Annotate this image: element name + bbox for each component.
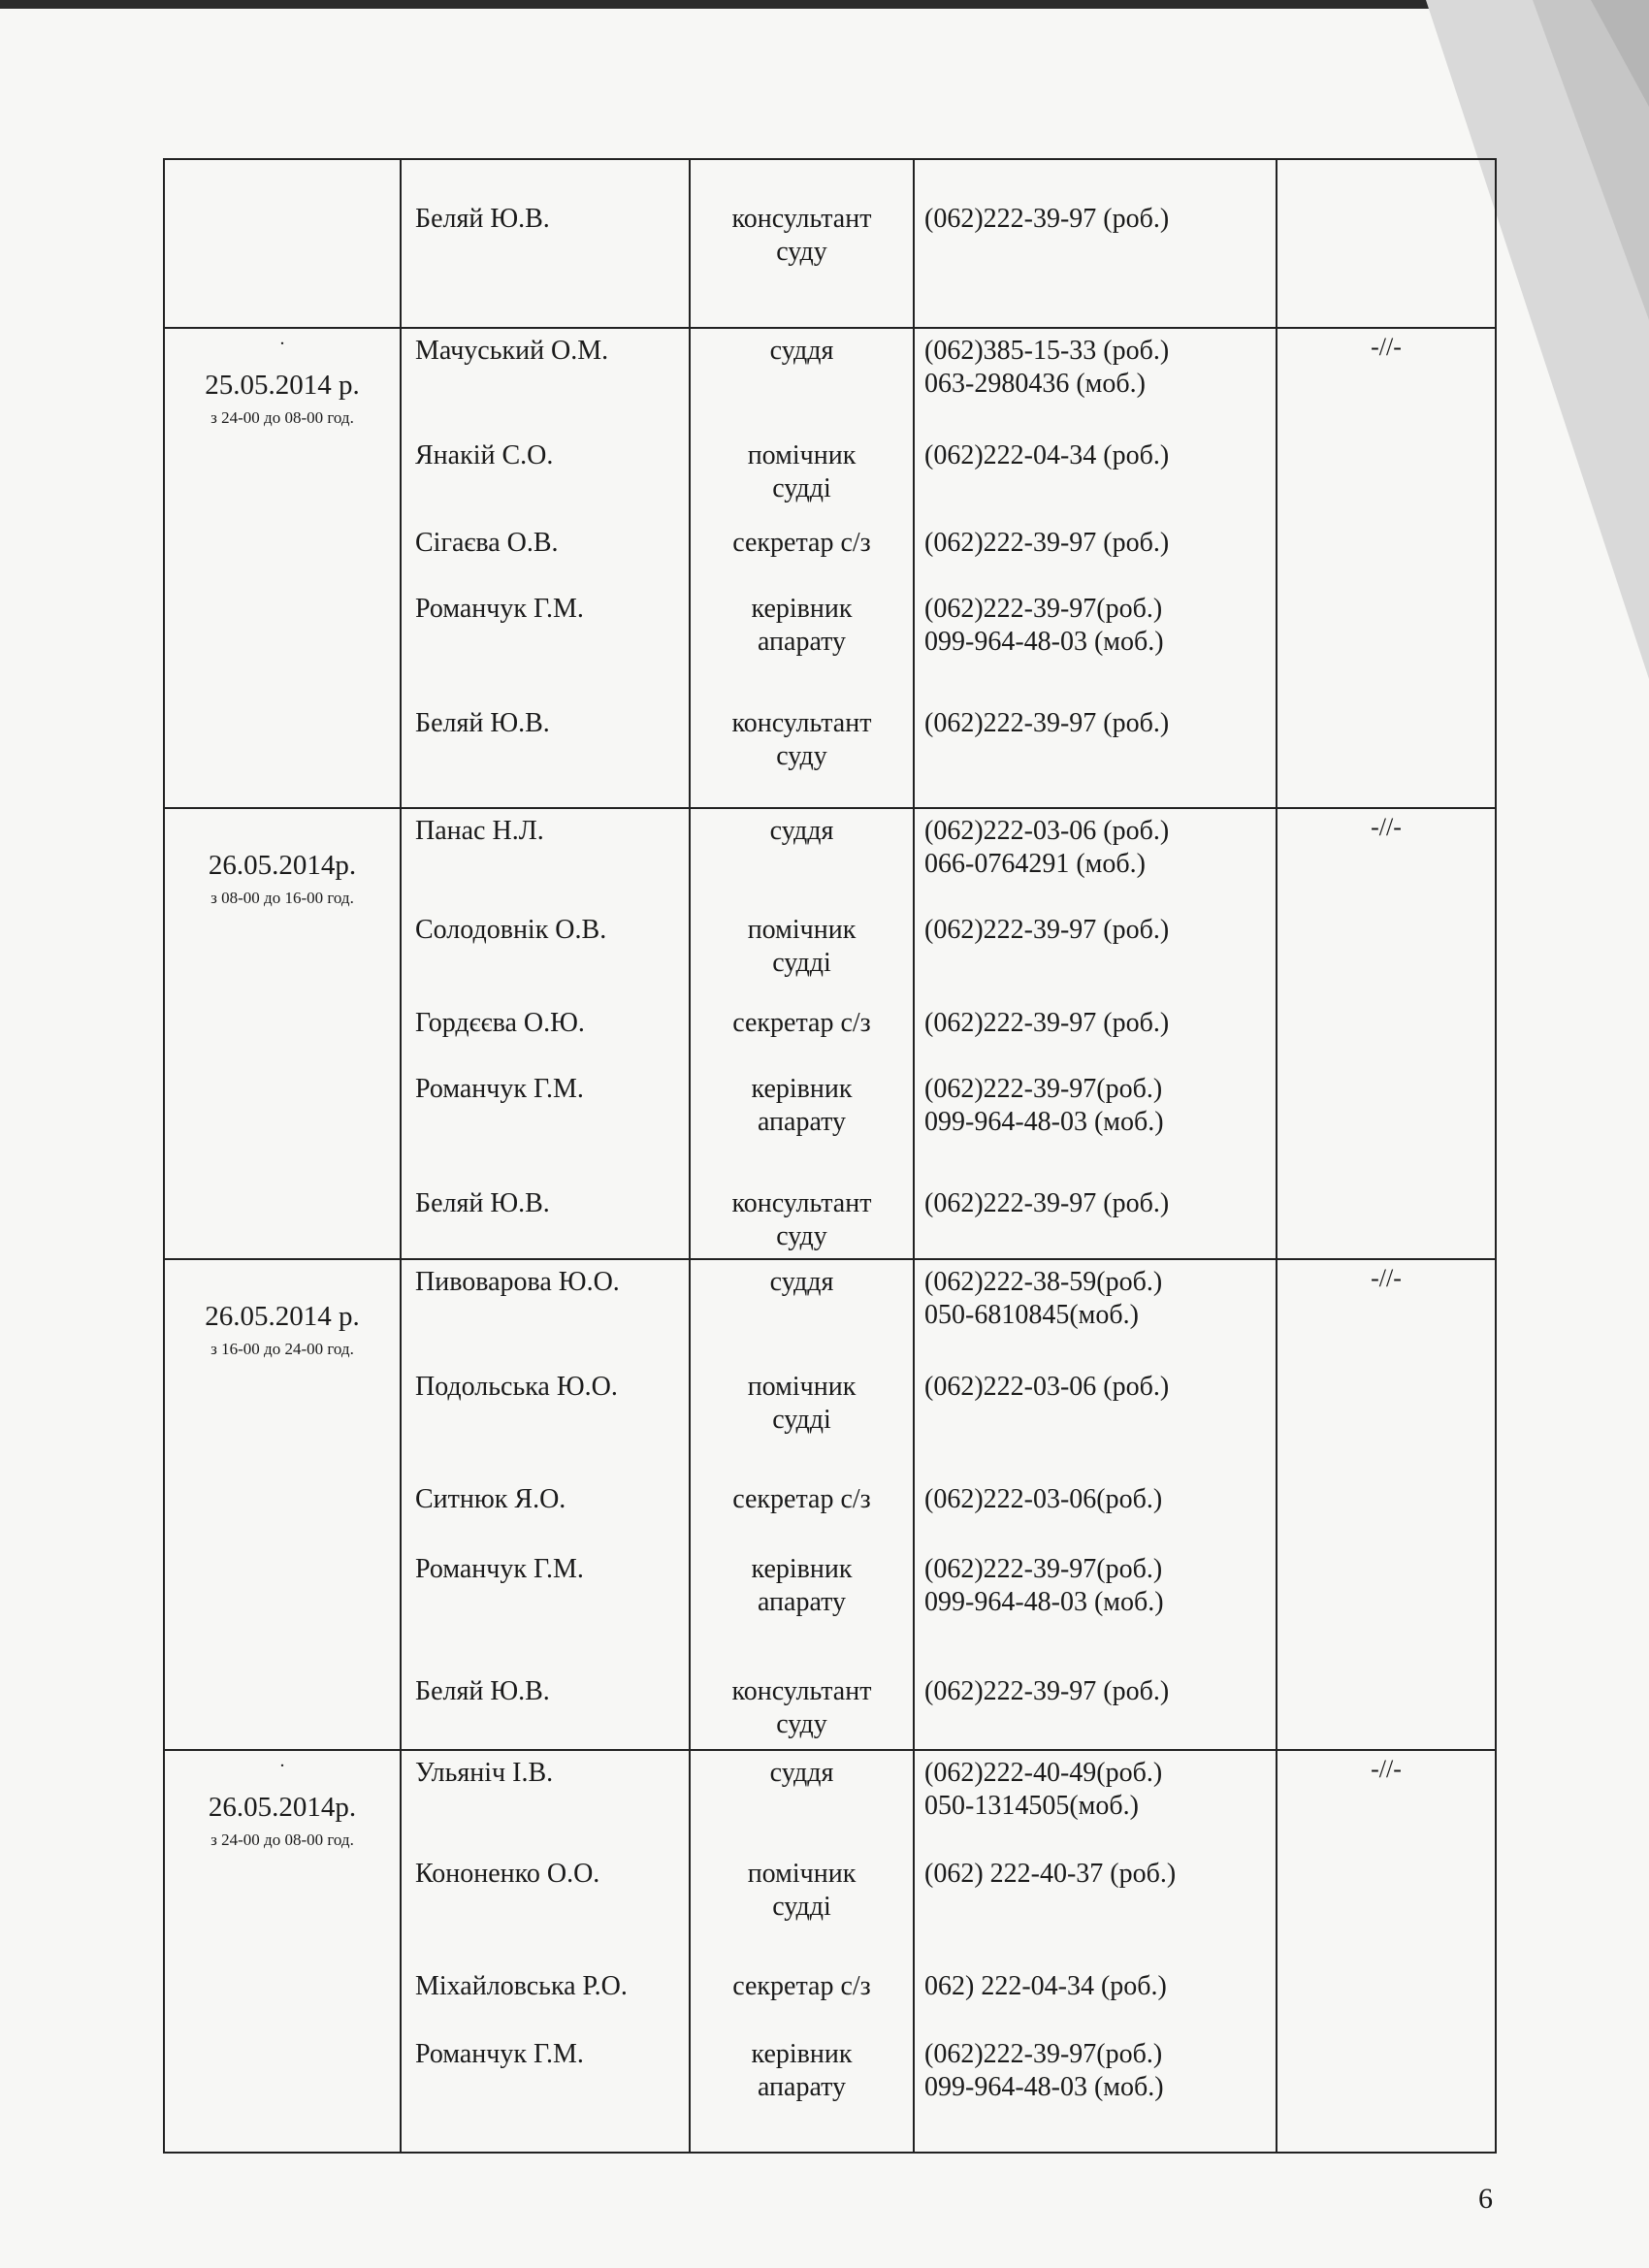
staff-position: суду — [776, 1221, 827, 1251]
staff-position: консультант — [731, 1676, 872, 1706]
schedule-block — [165, 329, 1495, 809]
notes-cell — [1277, 1751, 1495, 2152]
date-cell — [165, 160, 402, 327]
staff-position: апарату — [757, 2072, 847, 2102]
staff-name: Романчук Г.М. — [415, 2039, 584, 2069]
staff-position: судді — [772, 948, 831, 978]
staff-phone: 066-0764291 (моб.) — [924, 849, 1146, 879]
staff-phone: (062)222-39-97(роб.) — [924, 2039, 1163, 2069]
staff-name: Кононенко О.О. — [415, 1859, 600, 1889]
staff-phone: (062)222-39-97 (роб.) — [924, 1008, 1170, 1038]
names-cell — [402, 1260, 691, 1749]
staff-position: суддя — [769, 1267, 834, 1297]
schedule-block — [165, 1260, 1495, 1751]
staff-position: керівник — [751, 1554, 853, 1584]
staff-phone: (062)222-04-34 (роб.) — [924, 440, 1170, 470]
staff-position: апарату — [757, 1107, 847, 1137]
staff-name: Подольська Ю.О. — [415, 1372, 618, 1402]
staff-phone: (062)222-39-97 (роб.) — [924, 915, 1170, 945]
duty-time: з 24-00 до 08-00 год. — [210, 1831, 354, 1849]
staff-name: Романчук Г.М. — [415, 1554, 584, 1584]
schedule-block — [165, 160, 1495, 329]
staff-position: судді — [772, 1405, 831, 1435]
date-mark: . — [279, 328, 285, 349]
staff-name: Романчук Г.М. — [415, 1074, 584, 1104]
staff-name: Панас Н.Л. — [415, 816, 544, 846]
same-note: -//- — [1371, 1264, 1402, 1292]
staff-phone: (062)222-03-06 (роб.) — [924, 1372, 1170, 1402]
staff-name: Пивоварова Ю.О. — [415, 1267, 620, 1297]
staff-phone: 063-2980436 (моб.) — [924, 369, 1146, 399]
staff-phone: (062)222-40-49(роб.) — [924, 1758, 1163, 1788]
staff-position: помічник — [747, 915, 857, 945]
notes-cell — [1277, 809, 1495, 1258]
positions-cell — [691, 160, 915, 327]
staff-phone: (062)222-39-97(роб.) — [924, 594, 1163, 624]
staff-name: Ульяніч І.В. — [415, 1758, 554, 1788]
duty-date: 26.05.2014 р. — [205, 1301, 360, 1332]
duty-date: 26.05.2014р. — [208, 1792, 357, 1823]
staff-name: Ситнюк Я.О. — [415, 1484, 566, 1514]
same-note: -//- — [1371, 333, 1402, 361]
staff-position: апарату — [757, 627, 847, 657]
phones-cell — [915, 1260, 1277, 1749]
positions-cell — [691, 809, 915, 1258]
phones-cell — [915, 329, 1277, 807]
staff-position: суддя — [769, 336, 834, 366]
staff-phone: (062)222-03-06 (роб.) — [924, 816, 1170, 846]
phones-cell — [915, 1751, 1277, 2152]
scan-top-edge — [0, 0, 1649, 9]
staff-name: Мачуський О.М. — [415, 336, 609, 366]
staff-phone: (062)222-39-97 (роб.) — [924, 204, 1170, 234]
staff-name: Беляй Ю.В. — [415, 708, 550, 738]
staff-position: суддя — [769, 816, 834, 846]
duty-schedule-table — [163, 158, 1497, 2154]
staff-name: Янакій С.О. — [415, 440, 554, 470]
staff-position: керівник — [751, 2039, 853, 2069]
staff-phone: (062)222-39-97 (роб.) — [924, 1676, 1170, 1706]
staff-phone: (062)222-39-97(роб.) — [924, 1554, 1163, 1584]
staff-phone: (062)222-39-97(роб.) — [924, 1074, 1163, 1104]
staff-name: Беляй Ю.В. — [415, 204, 550, 234]
positions-cell — [691, 329, 915, 807]
staff-position: судді — [772, 473, 831, 503]
staff-position: керівник — [751, 594, 853, 624]
staff-position: консультант — [731, 204, 872, 234]
staff-position: консультант — [731, 1188, 872, 1218]
date-cell — [165, 809, 402, 1258]
schedule-block — [165, 1751, 1495, 2154]
duty-date: 26.05.2014р. — [208, 850, 357, 881]
staff-name: Гордєєва О.Ю. — [415, 1008, 585, 1038]
staff-phone: 099-964-48-03 (моб.) — [924, 627, 1164, 657]
date-cell — [165, 1260, 402, 1749]
staff-phone: (062)385-15-33 (роб.) — [924, 336, 1170, 366]
date-cell — [165, 1751, 402, 2152]
staff-phone: (062)222-39-97 (роб.) — [924, 528, 1170, 558]
positions-cell — [691, 1751, 915, 2152]
staff-phone: 099-964-48-03 (моб.) — [924, 2072, 1164, 2102]
staff-position: суду — [776, 237, 827, 267]
names-cell — [402, 160, 691, 327]
phones-cell — [915, 160, 1277, 327]
date-cell — [165, 329, 402, 807]
staff-position: помічник — [747, 440, 857, 470]
staff-position: помічник — [747, 1372, 857, 1402]
names-cell — [402, 1751, 691, 2152]
staff-position: судді — [772, 1892, 831, 1922]
staff-name: Беляй Ю.В. — [415, 1676, 550, 1706]
staff-position: секретар с/з — [732, 528, 871, 558]
staff-phone: (062)222-03-06(роб.) — [924, 1484, 1163, 1514]
staff-name: Романчук Г.М. — [415, 594, 584, 624]
staff-name: Сігаєва О.В. — [415, 528, 559, 558]
duty-time: з 16-00 до 24-00 год. — [210, 1340, 354, 1358]
page-number: 6 — [1478, 2183, 1493, 2215]
same-note: -//- — [1371, 1755, 1402, 1783]
staff-phone: 099-964-48-03 (моб.) — [924, 1587, 1164, 1617]
staff-position: секретар с/з — [732, 1971, 871, 2001]
staff-name: Міхайловська Р.О. — [415, 1971, 628, 2001]
staff-phone: (062) 222-40-37 (роб.) — [924, 1859, 1177, 1889]
staff-position: суду — [776, 741, 827, 771]
staff-position: суддя — [769, 1758, 834, 1788]
notes-cell — [1277, 329, 1495, 807]
duty-date: 25.05.2014 р. — [205, 370, 360, 401]
staff-phone: (062)222-39-97 (роб.) — [924, 1188, 1170, 1218]
names-cell — [402, 809, 691, 1258]
staff-phone: 099-964-48-03 (моб.) — [924, 1107, 1164, 1137]
staff-phone: (062)222-38-59(роб.) — [924, 1267, 1163, 1297]
notes-cell — [1277, 160, 1495, 327]
staff-name: Беляй Ю.В. — [415, 1188, 550, 1218]
staff-phone: 050-1314505(моб.) — [924, 1791, 1139, 1821]
staff-phone: (062)222-39-97 (роб.) — [924, 708, 1170, 738]
staff-phone: 050-6810845(моб.) — [924, 1300, 1139, 1330]
schedule-block — [165, 809, 1495, 1260]
staff-name: Солодовнік О.В. — [415, 915, 607, 945]
positions-cell — [691, 1260, 915, 1749]
duty-time: з 24-00 до 08-00 год. — [210, 408, 354, 427]
staff-position: секретар с/з — [732, 1484, 871, 1514]
same-note: -//- — [1371, 813, 1402, 841]
staff-position: апарату — [757, 1587, 847, 1617]
staff-position: консультант — [731, 708, 872, 738]
notes-cell — [1277, 1260, 1495, 1749]
duty-time: з 08-00 до 16-00 год. — [210, 889, 354, 907]
staff-position: керівник — [751, 1074, 853, 1104]
date-mark: . — [279, 1750, 285, 1771]
staff-position: суду — [776, 1709, 827, 1739]
staff-phone: 062) 222-04-34 (роб.) — [924, 1971, 1167, 2001]
staff-position: секретар с/з — [732, 1008, 871, 1038]
staff-position: помічник — [747, 1859, 857, 1889]
phones-cell — [915, 809, 1277, 1258]
names-cell — [402, 329, 691, 807]
